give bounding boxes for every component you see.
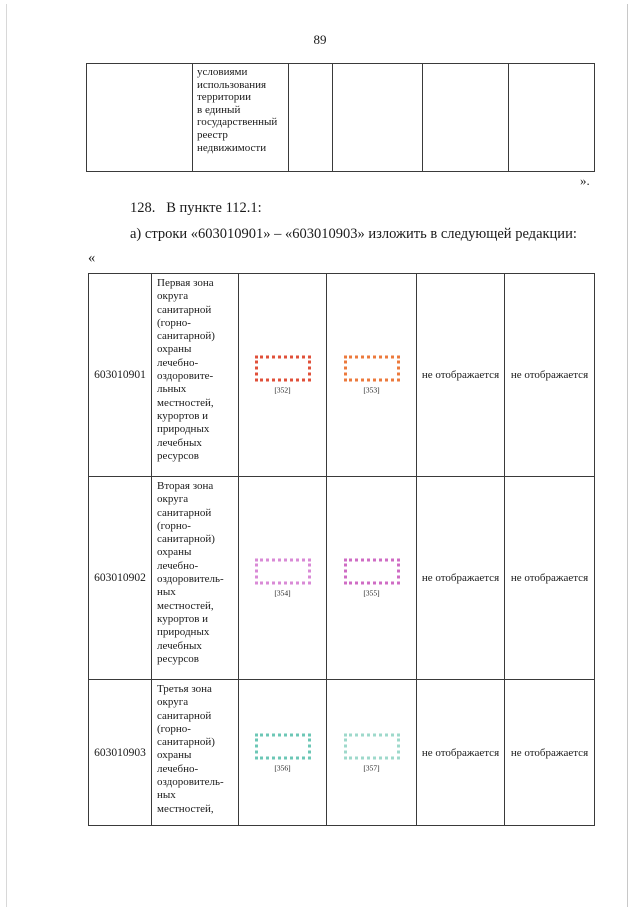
zone-name-cell <box>152 274 239 477</box>
dashed-boundary-symbol-icon <box>255 356 311 382</box>
line-symbol-cell <box>327 274 417 477</box>
continued-name-cell <box>193 64 289 172</box>
zone-code-cell: 603010903 <box>89 680 152 826</box>
line-symbol-cell <box>239 274 327 477</box>
continued-cell-4 <box>333 64 423 172</box>
line-symbol-cell <box>239 477 327 680</box>
symbol-label: [356] <box>274 763 291 772</box>
table-row <box>89 274 595 477</box>
line-symbol-cell <box>327 680 417 826</box>
symbol-label: [354] <box>274 588 291 598</box>
status-cell: не отображается <box>417 680 505 826</box>
page-number: 89 <box>313 32 327 47</box>
zone-name-cell <box>152 680 239 826</box>
line-symbol-cell <box>239 680 327 826</box>
zone-code-cell: 603010902 <box>89 477 152 680</box>
status-cell: не отображается <box>417 477 505 680</box>
continued-cell-3 <box>289 64 333 172</box>
zone-name-cell <box>152 477 239 680</box>
symbol-label: [353] <box>363 385 380 395</box>
zone-name-text: Третья зона округа санитарной (горно- санитарной) охраны лечебно- оздоровитель- ных местностей, <box>157 683 224 815</box>
symbol-label: [352] <box>274 385 291 395</box>
table-row <box>89 477 595 680</box>
status-cell: не отображается <box>505 477 595 680</box>
zone-name-text: Первая зона округа санитарной (горно- санитарной) охраны лечебно- оздоровите- льных местностей, курортов и природных лечебных ресурсов <box>157 277 215 462</box>
zone-name-text: Вторая зона округа санитарной (горно- санитарной) охраны лечебно- оздоровитель- ных местностей, курортов и природных лечебных ресурсов <box>157 480 224 665</box>
status-cell: не отображается <box>417 274 505 477</box>
dashed-boundary-symbol-icon <box>344 559 400 585</box>
status-cell: не отображается <box>505 274 595 477</box>
paragraph-item-128: 128. В пункте 112.1: <box>130 200 262 216</box>
table-row <box>89 680 595 826</box>
symbol-label: [355] <box>363 588 380 598</box>
continued-table <box>86 63 595 172</box>
zone-code-cell: 603010901 <box>89 274 152 477</box>
closing-quote: ». <box>580 173 590 188</box>
dashed-boundary-symbol-icon <box>344 356 400 382</box>
status-cell: не отображается <box>505 680 595 826</box>
symbol-label: [357] <box>363 763 380 772</box>
line-symbol-cell <box>327 477 417 680</box>
dashed-boundary-symbol-icon <box>255 559 311 585</box>
continued-code-cell <box>87 64 193 172</box>
continued-name-text: условиями использования территории в единый государственный реестр недвижимости <box>197 66 278 154</box>
dashed-boundary-symbol-icon <box>344 733 400 759</box>
continued-cell-5 <box>423 64 509 172</box>
opening-quote: « <box>88 250 96 266</box>
continued-cell-6 <box>509 64 595 172</box>
paragraph-subitem-a: а) строки «603010901» – «603010903» изложить в следующей редакции: <box>130 226 577 242</box>
zones-table <box>88 273 595 826</box>
dashed-boundary-symbol-icon <box>255 733 311 759</box>
